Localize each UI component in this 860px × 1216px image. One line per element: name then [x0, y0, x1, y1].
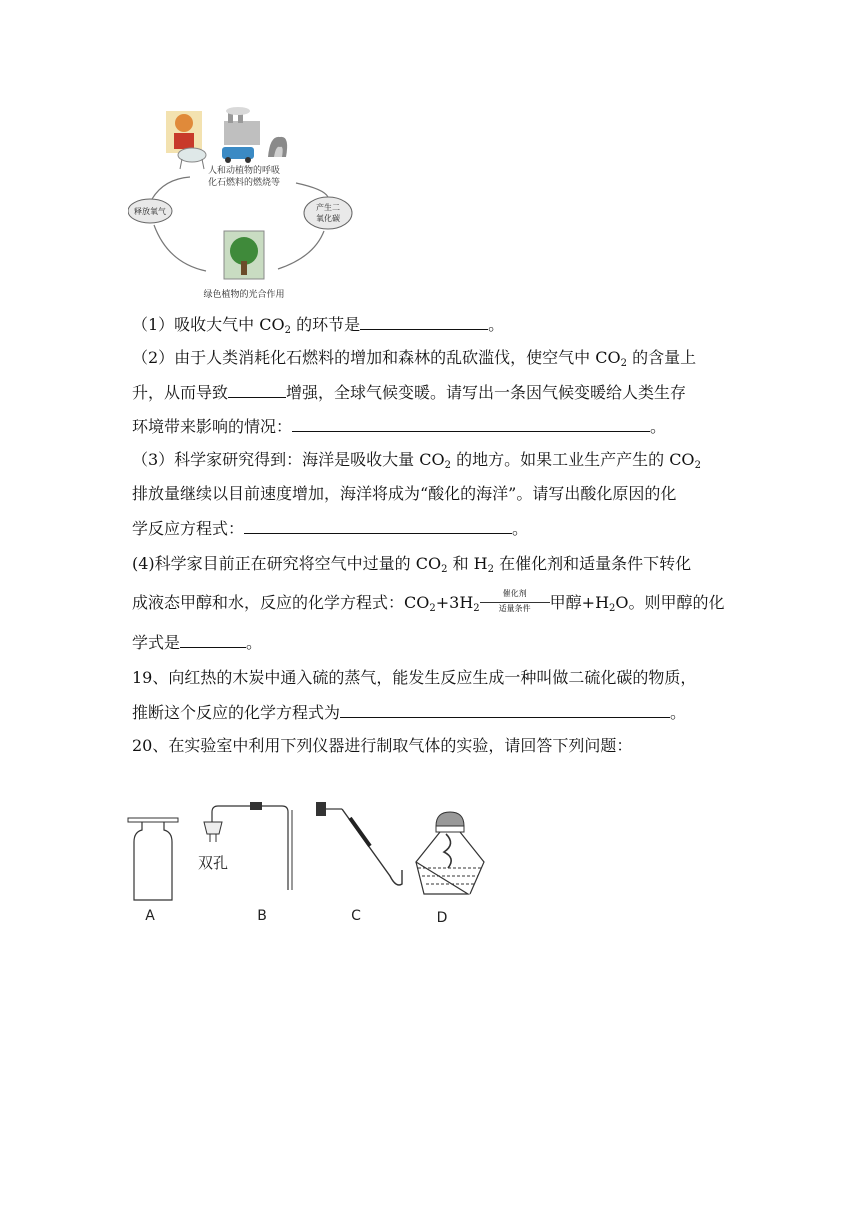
label-release-oxygen: 释放氧气 — [134, 207, 166, 216]
q18-part4-line3: 学式是 。 — [132, 633, 263, 652]
apparatus-figure — [126, 798, 486, 928]
q18-part3-line3: 学反应方程式： 。 — [132, 519, 529, 538]
tree-icon — [224, 231, 264, 279]
label-combustion: 化石燃料的燃烧等 — [207, 178, 281, 188]
alcohol-lamp — [416, 812, 484, 894]
q18-part2-line2: 升，从而导致 增强，全球气候变暖。请写出一条因气候变暖给人类生存 — [132, 383, 687, 402]
answer-blank-3[interactable] — [292, 416, 650, 432]
q19-line2: 推断这个反应的化学方程式为 。 — [132, 703, 687, 722]
label-respiration: 人和动植物的呼吸 — [207, 166, 281, 176]
answer-blank-5[interactable] — [180, 632, 246, 648]
label-photosynthesis: 绿色植物的光合作用 — [203, 290, 285, 300]
q18-part1: （1）吸收大气中 $CO_2$ 的环节是 。 — [132, 315, 505, 336]
reaction-condition-arrow: 催化剂 适量条件 — [480, 592, 550, 612]
label-produce-co2-1: 产生二 — [316, 203, 340, 212]
q18-part3-line2: 排放量继续以目前速度增加，海洋将成为“酸化的海洋”。请写出酸化原因的化 — [132, 484, 677, 503]
q18-part2-line1: （2）由于人类消耗化石燃料的增加和森林的乱砍滥伐，使空气中 $CO_2$ 的含量上 — [132, 348, 697, 369]
apparatus-label-d: D — [436, 910, 448, 926]
q18-part3-line1: （3）科学家研究得到：海洋是吸收大量 $CO_2$ 的地方。如果工业生产产生的 $CO_2$ — [132, 450, 701, 471]
label-produce-co2-2: 氧化碳 — [316, 214, 340, 223]
q20-line1: 20、在实验室中利用下列仪器进行制取气体的实验，请回答下列问题： — [132, 736, 633, 755]
q18-part4-line1: (4)科学家目前正在研究将空气中过量的 $CO_2$ 和 $H_2$ 在催化剂和适量条件下转化 — [132, 554, 692, 575]
hole-label: 双孔 — [198, 854, 229, 872]
apparatus-label-c: C — [351, 908, 361, 924]
two-hole-stopper-tube — [204, 802, 292, 890]
single-hole-stopper-tube — [316, 802, 402, 885]
answer-blank-2[interactable] — [228, 382, 286, 398]
q19-line1: 19、向红热的木炭中通入硫的蒸气，能发生反应生成一种叫做二硫化碳的物质， — [132, 668, 697, 687]
person-icon — [166, 111, 202, 153]
answer-blank-4[interactable] — [244, 518, 512, 534]
gas-collecting-bottle — [128, 818, 178, 900]
apparatus-label-a: A — [145, 908, 155, 924]
answer-blank-1[interactable] — [360, 314, 488, 330]
apparatus-label-b: B — [257, 908, 267, 924]
carbon-cycle-diagram — [128, 107, 360, 307]
answer-blank-6[interactable] — [340, 702, 670, 718]
q18-part2-line3: 环境带来影响的情况： 。 — [132, 417, 667, 436]
q18-part4-line2: 成液态甲醇和水，反应的化学方程式：$CO_2+3H_2$ 催化剂 适量条件 甲醇$+H_2O$。则甲醇的化 — [132, 589, 725, 614]
